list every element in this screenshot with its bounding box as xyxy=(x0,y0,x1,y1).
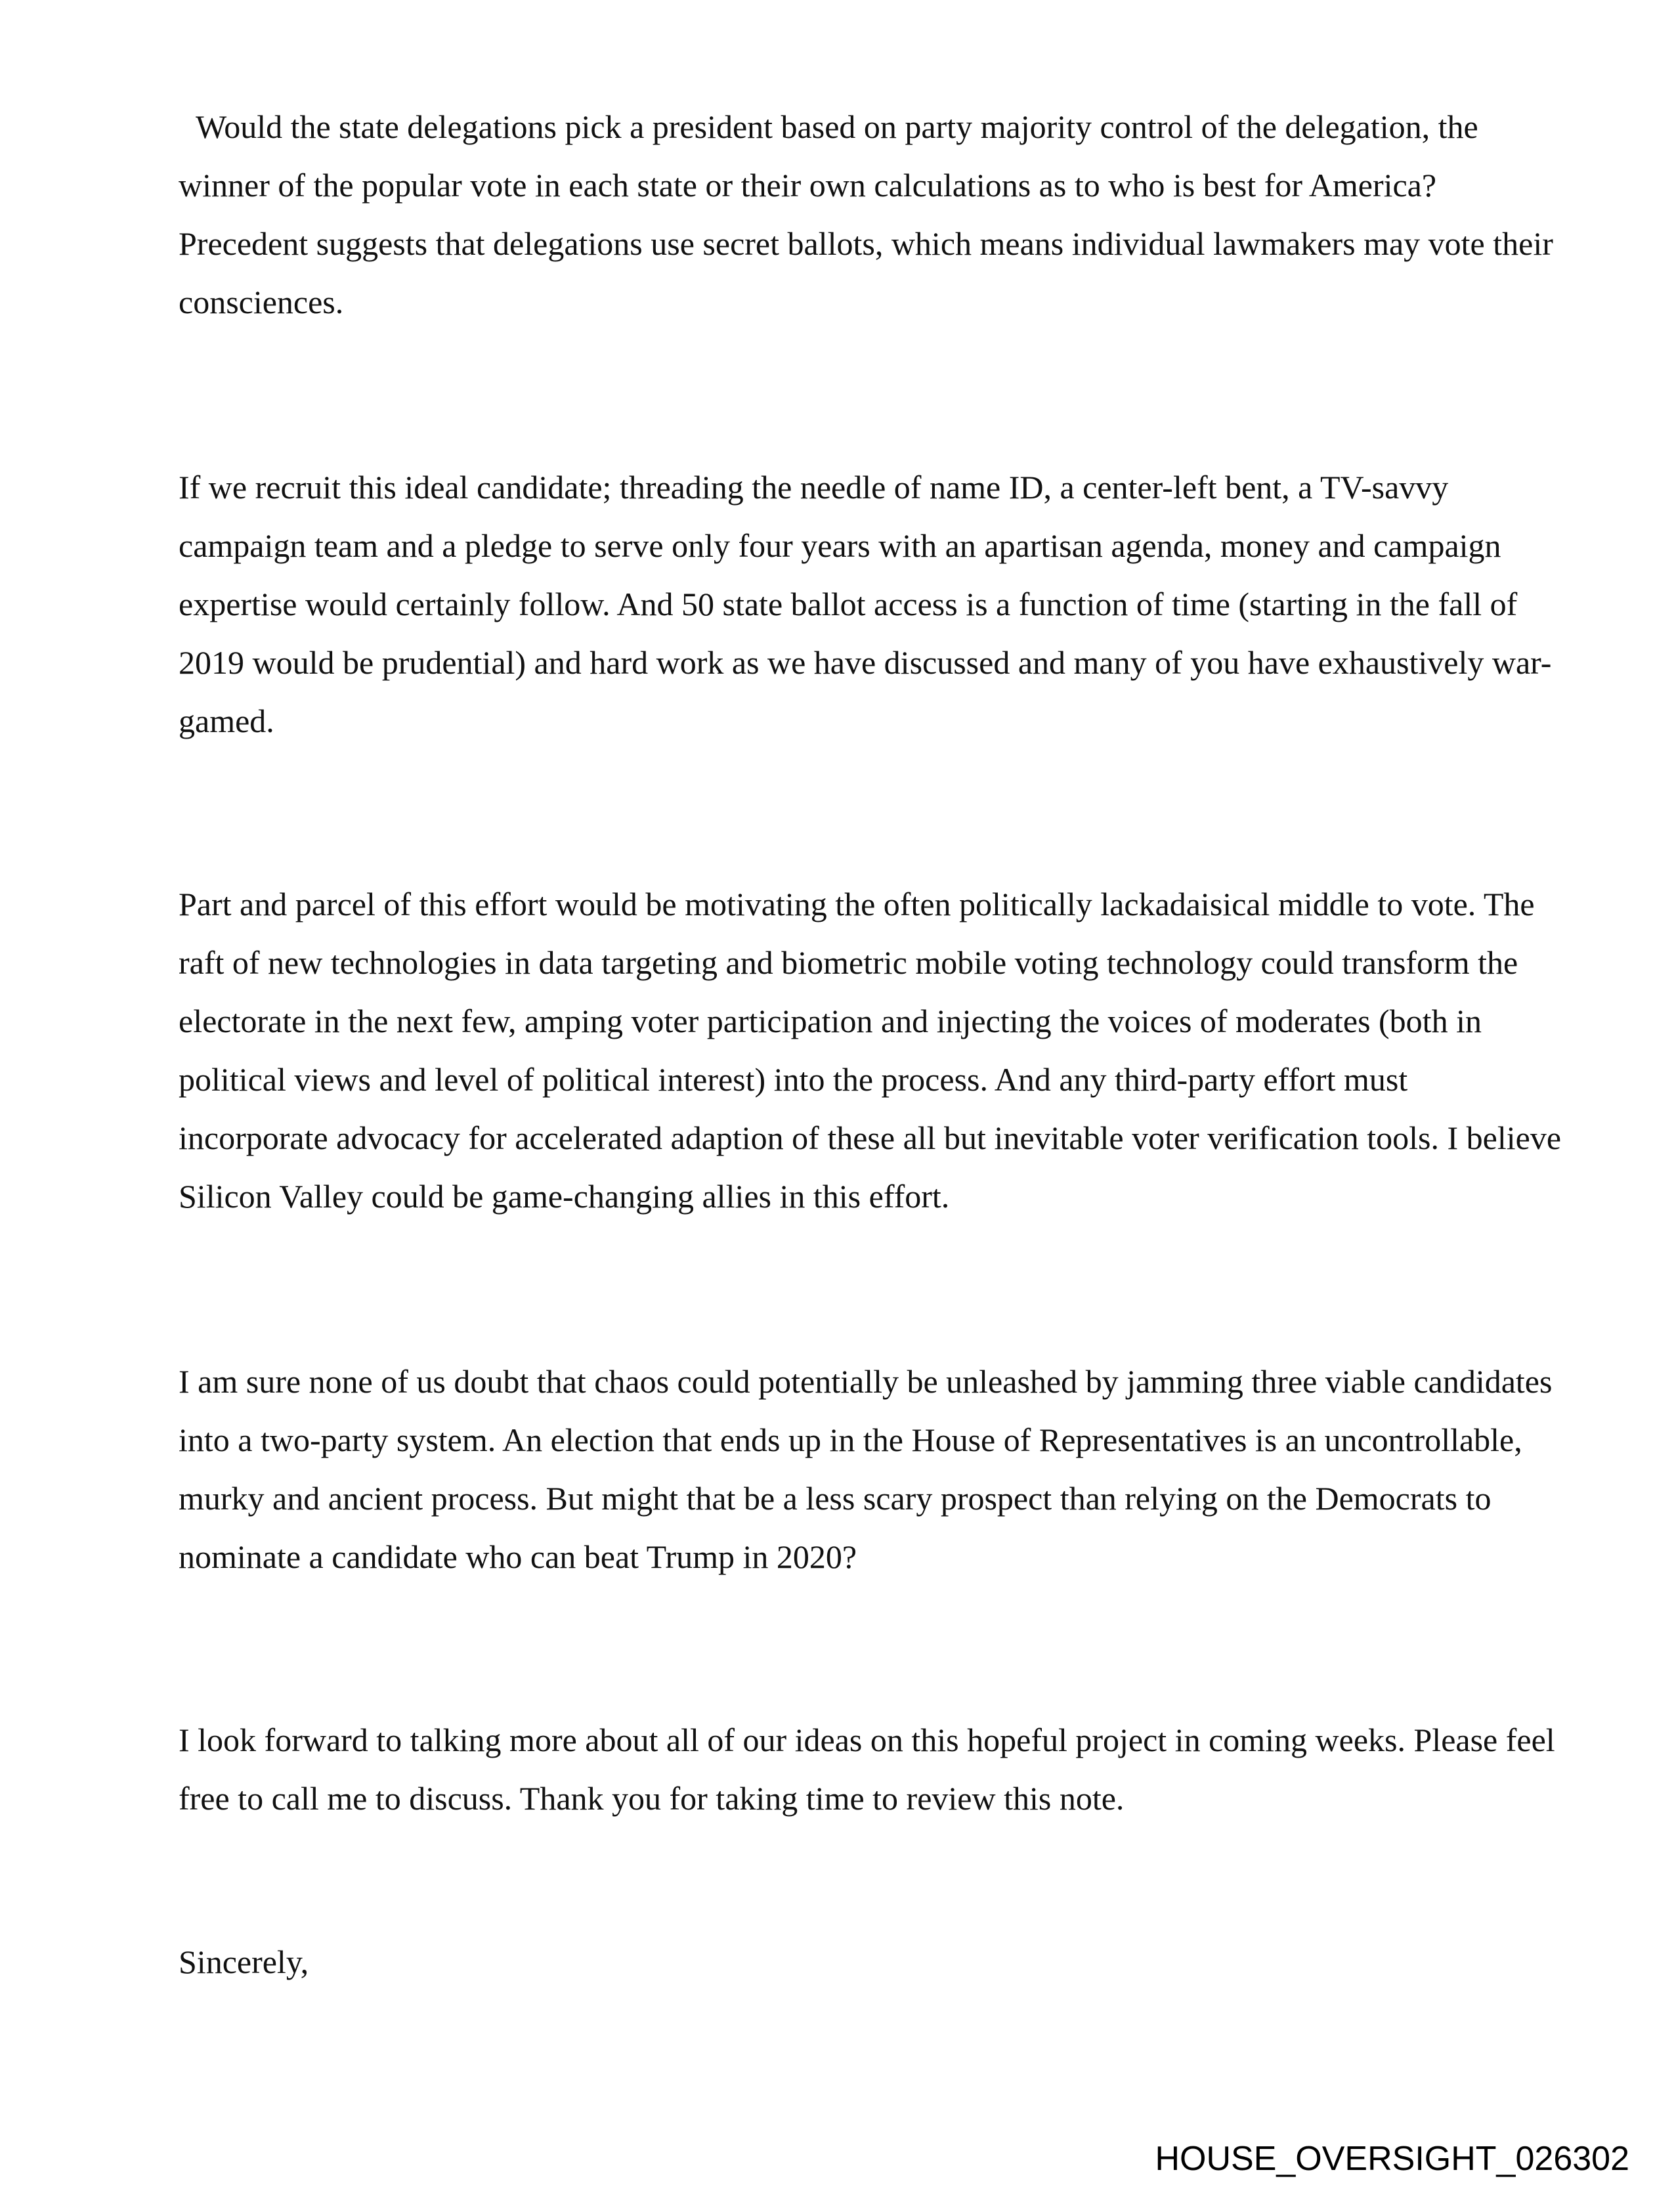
text-line: incorporate advocacy for accelerated adaption of these all but inevitable voter verification tools. I believe xyxy=(179,1119,1562,1156)
text-line: gamed. xyxy=(179,703,274,739)
text-line: murky and ancient process. But might that be a less scary prospect than relying on the Democrats to xyxy=(179,1480,1492,1517)
paragraph-closing xyxy=(179,1711,1555,1828)
paragraph-voter-technology xyxy=(179,875,1561,1226)
text-line: I look forward to talking more about all of our ideas on this hopeful project in coming weeks. Please feel xyxy=(179,1722,1555,1758)
paragraph-ideal-candidate xyxy=(179,458,1551,750)
text-line: winner of the popular vote in each state or their own calculations as to who is best for America? xyxy=(179,167,1437,204)
text-line: consciences. xyxy=(179,284,344,320)
sincerely-text: Sincerely, xyxy=(179,1943,309,1980)
text-line: nominate a candidate who can beat Trump in 2020? xyxy=(179,1538,857,1575)
text-line: If we recruit this ideal candidate; threading the needle of name ID, a center-left bent, a TV-savvy xyxy=(179,469,1449,506)
text-line: Silicon Valley could be game-changing allies in this effort. xyxy=(179,1178,950,1215)
paragraph-chaos xyxy=(179,1353,1552,1586)
text-line: Precedent suggests that delegations use secret ballots, which means individual lawmakers may vote their xyxy=(179,225,1553,262)
text-line: raft of new technologies in data targeting and biometric mobile voting technology could transform the xyxy=(179,944,1518,981)
text-line: campaign team and a pledge to serve only four years with an apartisan agenda, money and campaign xyxy=(179,527,1501,564)
text-line: electorate in the next few, amping voter participation and injecting the voices of moderates (both in xyxy=(179,1003,1482,1039)
text-line: I am sure none of us doubt that chaos could potentially be unleashed by jamming three viable candidates xyxy=(179,1363,1553,1400)
text-line: into a two-party system. An election that ends up in the House of Representatives is an uncontrollable, xyxy=(179,1421,1522,1458)
text-line: 2019 would be prudential) and hard work as we have discussed and many of you have exhaustively war- xyxy=(179,644,1552,681)
paragraph-house-delegations xyxy=(179,98,1553,332)
text-line: political views and level of political interest) into the process. And any third-party effort must xyxy=(179,1061,1408,1098)
text-line: expertise would certainly follow. And 50 state ballot access is a function of time (starting in the fall of xyxy=(179,586,1518,622)
signoff xyxy=(179,1933,309,1991)
text-line: free to call me to discuss. Thank you for taking time to review this note. xyxy=(179,1780,1125,1817)
text-line: Part and parcel of this effort would be motivating the often politically lackadaisical middle to vote. The xyxy=(179,886,1535,922)
text-line: Would the state delegations pick a president based on party majority control of the delegation, the xyxy=(196,108,1478,145)
bates-number: HOUSE_OVERSIGHT_026302 xyxy=(1155,2140,1629,2178)
